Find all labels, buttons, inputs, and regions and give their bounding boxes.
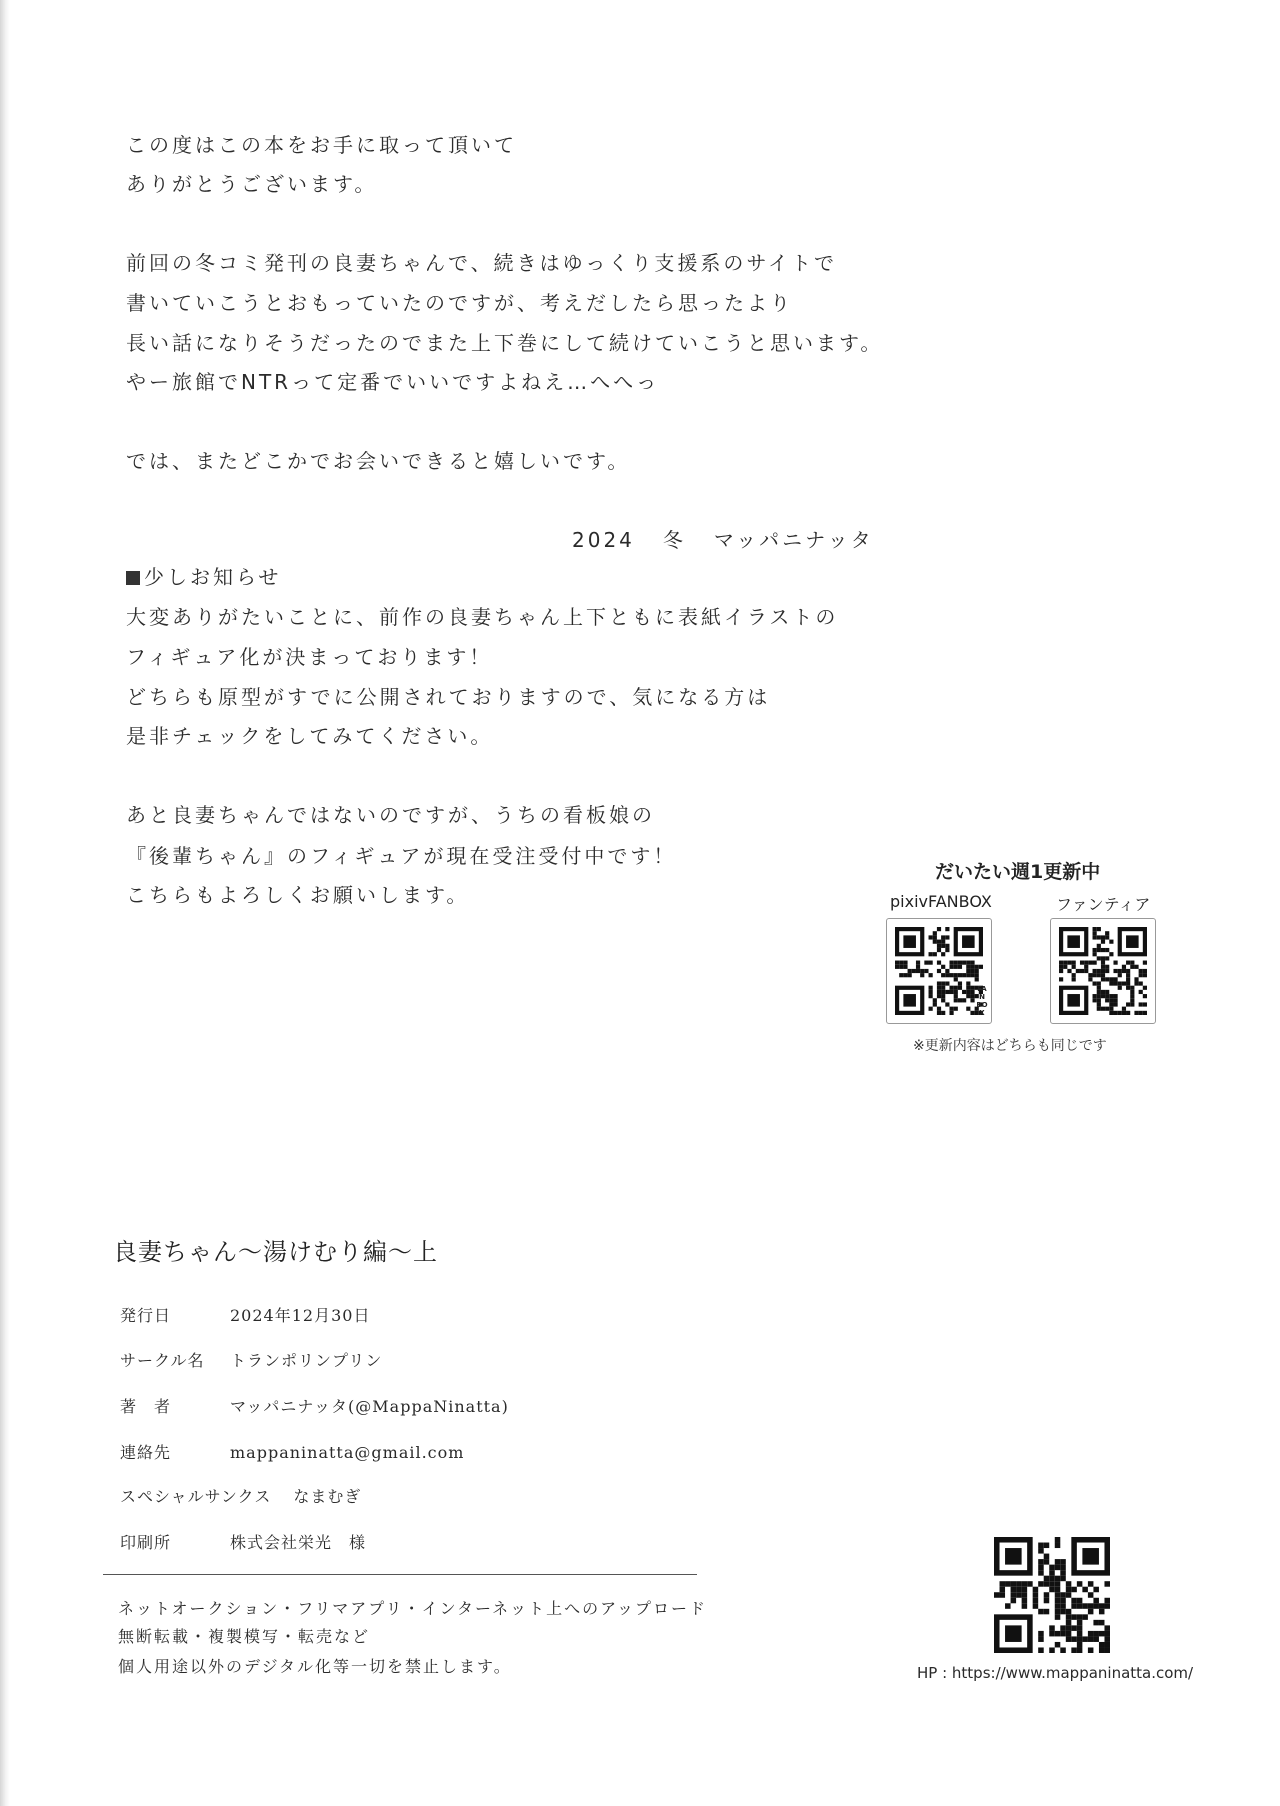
qr-card-fanbox[interactable]	[886, 918, 992, 1024]
news-line: フィギュア化が決まっております！	[126, 645, 493, 669]
colophon-value: マッパニナッタ(@MappaNinatta)	[230, 1397, 509, 1416]
page-edge	[0, 0, 10, 1806]
signature-year: 2024	[572, 528, 635, 552]
colophon-row	[120, 1440, 464, 1463]
afterword-line: この度はこの本をお手に取って頂いて	[126, 133, 517, 157]
qr-note: ※更新内容はどちらも同じです	[913, 1038, 1107, 1054]
colophon-label: 連絡先	[120, 1443, 172, 1462]
colophon-label: サークル名	[120, 1351, 205, 1370]
notice-line: 無断転載・複製模写・転売など	[118, 1627, 371, 1646]
qr-code-icon[interactable]	[994, 1537, 1110, 1653]
qr-code-icon	[1059, 927, 1147, 1015]
afterword-line: 書いていこうとおもっていたのですが、考えだしたら思ったより	[126, 291, 793, 315]
afterword-line: では、またどこかでお会いできると嬉しいです。	[126, 449, 631, 473]
colophon-value: トランポリンプリン	[230, 1351, 383, 1370]
colophon-row	[120, 1484, 361, 1507]
colophon-row	[120, 1348, 382, 1371]
colophon-row	[120, 1394, 509, 1417]
qr-label-fanbox: pixivFANBOX	[890, 892, 992, 911]
afterword-line: 前回の冬コミ発刊の良妻ちゃんで、続きはゆっくり支援系のサイトで	[126, 251, 837, 275]
news-line: 大変ありがたいことに、前作の良妻ちゃん上下ともに表紙イラストの	[126, 605, 839, 629]
news-line: どちらも原型がすでに公開されておりますので、気になる方は	[126, 685, 771, 709]
signature-author: マッパニナッタ	[713, 528, 874, 552]
colophon-row	[120, 1303, 370, 1326]
colophon-label: スペシャルサンクス	[120, 1487, 272, 1506]
colophon-row	[120, 1530, 366, 1553]
colophon-value: 株式会社栄光 様	[230, 1533, 367, 1552]
notice-line: 個人用途以外のデジタル化等一切を禁止します。	[118, 1657, 512, 1676]
news-line: 是非チェックをしてみてください。	[126, 724, 494, 748]
homepage-url[interactable]: HP : https://www.mappaninatta.com/	[917, 1664, 1194, 1682]
notice-line: ネットオークション・フリマアプリ・インターネット上へのアップロード	[118, 1599, 708, 1618]
colophon-value: 2024年12月30日	[230, 1306, 371, 1325]
news-line: こちらもよろしくお願いします。	[126, 883, 470, 907]
news-heading	[126, 563, 281, 591]
afterword-line: ありがとうございます。	[126, 172, 378, 196]
news-heading-text: 少しお知らせ	[144, 565, 282, 589]
afterword-line: やー旅館でNTRって定番でいいですよねえ…へへっ	[126, 370, 660, 394]
qr-code-icon	[895, 927, 983, 1015]
qr-label-fantia: ファンティア	[1056, 895, 1151, 914]
colophon-label: 印刷所	[120, 1533, 172, 1552]
fanbox-badge: FAN BOX	[976, 985, 988, 1017]
news-line: 『後輩ちゃん』のフィギュアが現在受注受付中です！	[126, 844, 677, 868]
book-title: 良妻ちゃん～湯けむり編～上	[113, 1238, 438, 1266]
news-line: あと良妻ちゃんではないのですが、うちの看板娘の	[126, 803, 655, 827]
promo-title: だいたい週1更新中	[935, 861, 1101, 883]
colophon-label: 著 者	[120, 1397, 172, 1416]
afterword-line: 長い話になりそうだったのでまた上下巻にして続けていこうと思います。	[126, 331, 884, 355]
afterword-signature	[572, 526, 874, 554]
qr-card-fantia[interactable]	[1050, 918, 1156, 1024]
colophon-value: なまむぎ	[293, 1487, 362, 1506]
signature-season: 冬	[662, 528, 686, 552]
colophon-label: 発行日	[120, 1306, 172, 1325]
square-bullet-icon	[126, 571, 140, 585]
colophon-value: mappaninatta@gmail.com	[230, 1443, 465, 1462]
colophon-divider	[103, 1574, 697, 1575]
